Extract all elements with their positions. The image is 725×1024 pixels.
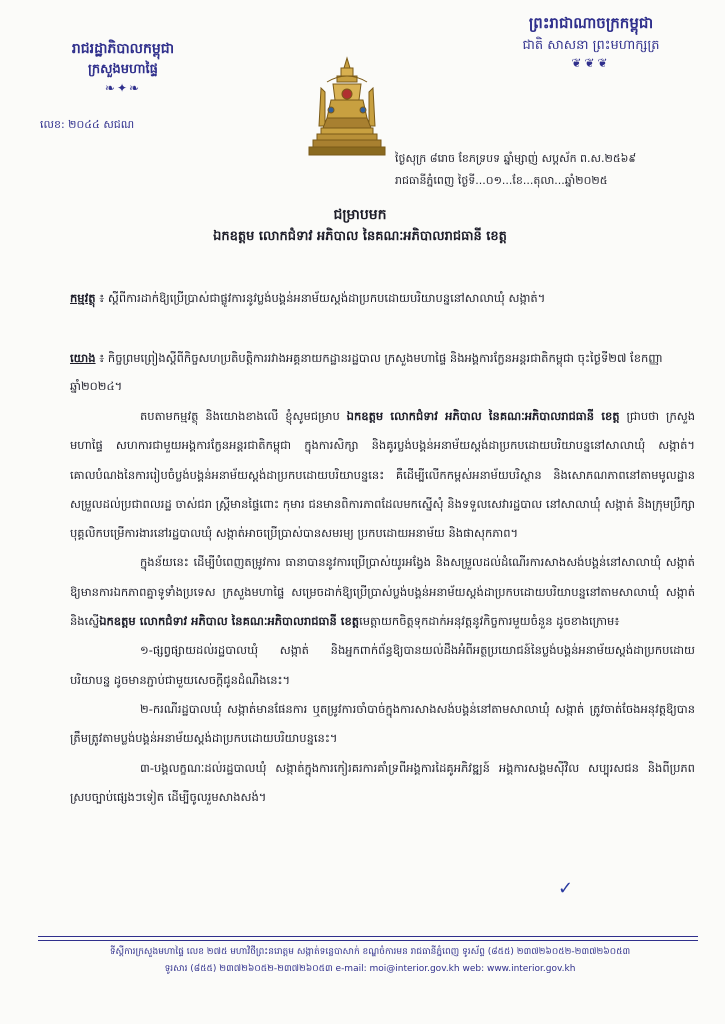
para2-rest: មេត្តាយកចិត្តទុកដាក់អនុវត្តនូវកិច្ចការមួយចំនួន ដូចខាងក្រោម៖ (359, 614, 620, 629)
para1-rest: ជ្រាបថា ក្រសួងមហាផ្ទៃ សហការជាមួយអង្គការក្លែនអន្តរជាតិកម្ពុជា ក្នុងការសិក្សា និងគូរប្លង់បង្គន់អនាម័យស្តង់ដាប្រកបដោយបរិយាបន្ននៅសាលាឃុំ សង្កាត់។ គោលបំណងនៃការរៀបចំប្លង់បង្គន់អនាម័យស្តង់ដាប្រកបដោយបរិយាបន្ននេះ គឺដើម្បីលើកកម្ពស់អនាម័យបរិស្ថាន និងសោភណភាពនៅតាមមូលដ្ឋាន សម្រួលដល់ប្រជាពលរដ្ឋ ចាស់ជរា ស្ត្រីមានផ្ទៃពោះ កុមារ ជនមានពិការភាពដែលមកស្នើសុំ និងទទួលសេវារដ្ឋបាល នៅសាលាឃុំ សង្កាត់ និងក្រុមប្រឹក្សា បុគ្គលិកបម្រើការងារនៅរដ្ឋបាលឃុំ សង្កាត់អាចប្រើប្រាស់បានសមរម្យ ប្រកបដោយអនាម័យ និងផាសុកភាព។ (70, 409, 696, 541)
list-item-1: ១-ផ្សព្វផ្សាយដល់រដ្ឋបាលឃុំ សង្កាត់ និងអ្នកពាក់ព័ន្ធឱ្យបានយល់ដឹងអំពីអត្ថប្រយោជន៍នៃប្លង់បង្គន់អនាម័យស្តង់ដាប្រកបដោយបរិយាបន្ន ដូចមានភ្ជាប់ជាមួយសេចក្តីជូនដំណឹងនេះ។ (70, 643, 695, 687)
reference-field (70, 344, 690, 400)
pen-tick-mark-icon: ✓ (558, 878, 574, 899)
subject-label: កម្មវត្ថុ (70, 291, 96, 305)
para2-lead: ក្នុងន័យនេះ ដើម្បីបំពេញតម្រូវការ ធានាបាននូវការប្រើប្រាស់យូរអង្វែង និងសម្រួលដល់ដំណើរការសាងសង់បង្គន់នៅសាលាឃុំ សង្កាត់ឱ្យមានការឯកភាពគ្នាទូទាំងប្រទេស ក្រសួងមហាផ្ទៃ សម្រេចដាក់ឱ្យប្រើប្រាស់ប្លង់បង្គន់អនាម័យស្តង់ដាប្រកបដោយបរិយាបន្ននៅតាមសាលាឃុំ សង្កាត់ និងស្នើ (70, 555, 695, 629)
footer-contact: ទូរសារ (៨៥៥) ២៣៧២៦០៥២-២៣៧២៦០៥៣ e-mail: moi@interior.gov.kh web: www.interior.gov.kh (164, 964, 576, 974)
paragraph-1 (70, 402, 695, 548)
paragraph-2 (70, 548, 695, 636)
subject-text: ៖ ស្តីពីការដាក់ឱ្យប្រើប្រាស់ជាផ្លូវការនូវប្លង់បង្គន់អនាម័យស្តង់ដាប្រកបដោយបរិយាបន្ននៅសាលាឃុំ សង្កាត់។ (99, 291, 546, 305)
national-motto: ជាតិ សាសនា ព្រះមហាក្សត្រ (522, 38, 660, 53)
para2-addressee: ឯកឧត្តម លោកជំទាវ អភិបាល នៃគណៈអភិបាលរាជធានី ខេត្ត (99, 614, 360, 629)
kingdom-name: ព្រះរាជាណាចក្រកម្ពុជា (528, 14, 654, 32)
reference-text: ៖ កិច្ចព្រមព្រៀងស្តីពីកិច្ចសហប្រតិបត្តិការរវាងអគ្គនាយកដ្ឋានរដ្ឋបាល ក្រសួងមហាផ្ទៃ និងអង្គការក្លែនអន្តរជាតិកម្ពុជា ចុះថ្ងៃទី២៧ ខែកញ្ញា ឆ្នាំ២០២៤។ (70, 351, 663, 393)
letter-date (395, 148, 705, 192)
government-name: រាជរដ្ឋាភិបាលកម្ពុជា (71, 41, 175, 57)
kingdom-header (480, 10, 702, 70)
lunar-date: ថ្ងៃសុក្រ ៨រោច ខែភទ្របទ ឆ្នាំម្សាញ់ សប្តស័ក ព.ស.២៥៦៩ (395, 152, 637, 165)
reference-label: យោង (70, 351, 96, 365)
recipient-block (120, 204, 600, 248)
ornament-divider: ❧✦❧ (104, 81, 142, 95)
list-item-3: ៣-បង្គលក្ខណៈដល់រដ្ឋបាលឃុំ សង្កាត់ក្នុងការកៀរគរការគាំទ្រពីអង្គការដៃគូអភិវឌ្ឍន៍ អង្គការសង្គមស៊ីវិល សប្បុរសជន និងពីប្រភពស្របច្បាប់ផ្សេងៗទៀត ដើម្បីចូលរួមសាងសង់។ (70, 760, 695, 804)
solar-date: រាជធានីភ្នំពេញ ថ្ងៃទី...០១...ខែ...តុលា...ឆ្នាំ២០២៥ (395, 174, 608, 187)
list-item-2: ២-ករណីរដ្ឋបាលឃុំ សង្កាត់មានផែនការ ឬតម្រូវការចាំបាច់ក្នុងការសាងសង់បង្គន់នៅតាមសាលាឃុំ សង្កាត់ ត្រូវចាត់ចែងអនុវត្តឱ្យបានត្រឹមត្រូវតាមប្លង់បង្គន់អនាម័យស្តង់ដាប្រកបដោយបរិយាបន្ននេះ។ (70, 701, 695, 746)
para1-addressee: ឯកឧត្តម លោកជំទាវ អភិបាល នៃគណៈអភិបាលរាជធានី ខេត្ត (346, 409, 620, 423)
footer-address: ទីស្តីការក្រសួងមហាផ្ទៃ លេខ ២៧៥ មហាវិថីព្រះនរោត្តម សង្កាត់ទន្លេបាសាក់ ខណ្ឌចំការមន រាជធានីភ្នំពេញ ទូរស័ព្ទ (៨៥៥) ២៣៧២៦០៥២-២៣៧២៦០៥៣ (109, 947, 631, 957)
ministry-letterhead (38, 38, 208, 96)
subject-field (70, 284, 690, 312)
para1-lead: តបតាមកម្មវត្ថុ និងយោងខាងលើ ខ្ញុំសូមជម្រាប (140, 409, 347, 423)
salutation: ជម្រាបមក (333, 207, 387, 223)
letter-body (70, 402, 695, 812)
letter-footer (40, 944, 700, 978)
footer-divider (38, 936, 698, 941)
recipient-title: ឯកឧត្តម លោកជំទាវ អភិបាល នៃគណៈអភិបាលរាជធានី ខេត្ត (213, 229, 507, 244)
royal-emblem-icon (303, 52, 391, 162)
motto-ornament: ❦❦❦ (571, 56, 611, 70)
reference-number: លេខ: ២០៤៤ សជណ (40, 118, 135, 131)
ministry-name: ក្រសួងមហាផ្ទៃ (88, 62, 158, 77)
